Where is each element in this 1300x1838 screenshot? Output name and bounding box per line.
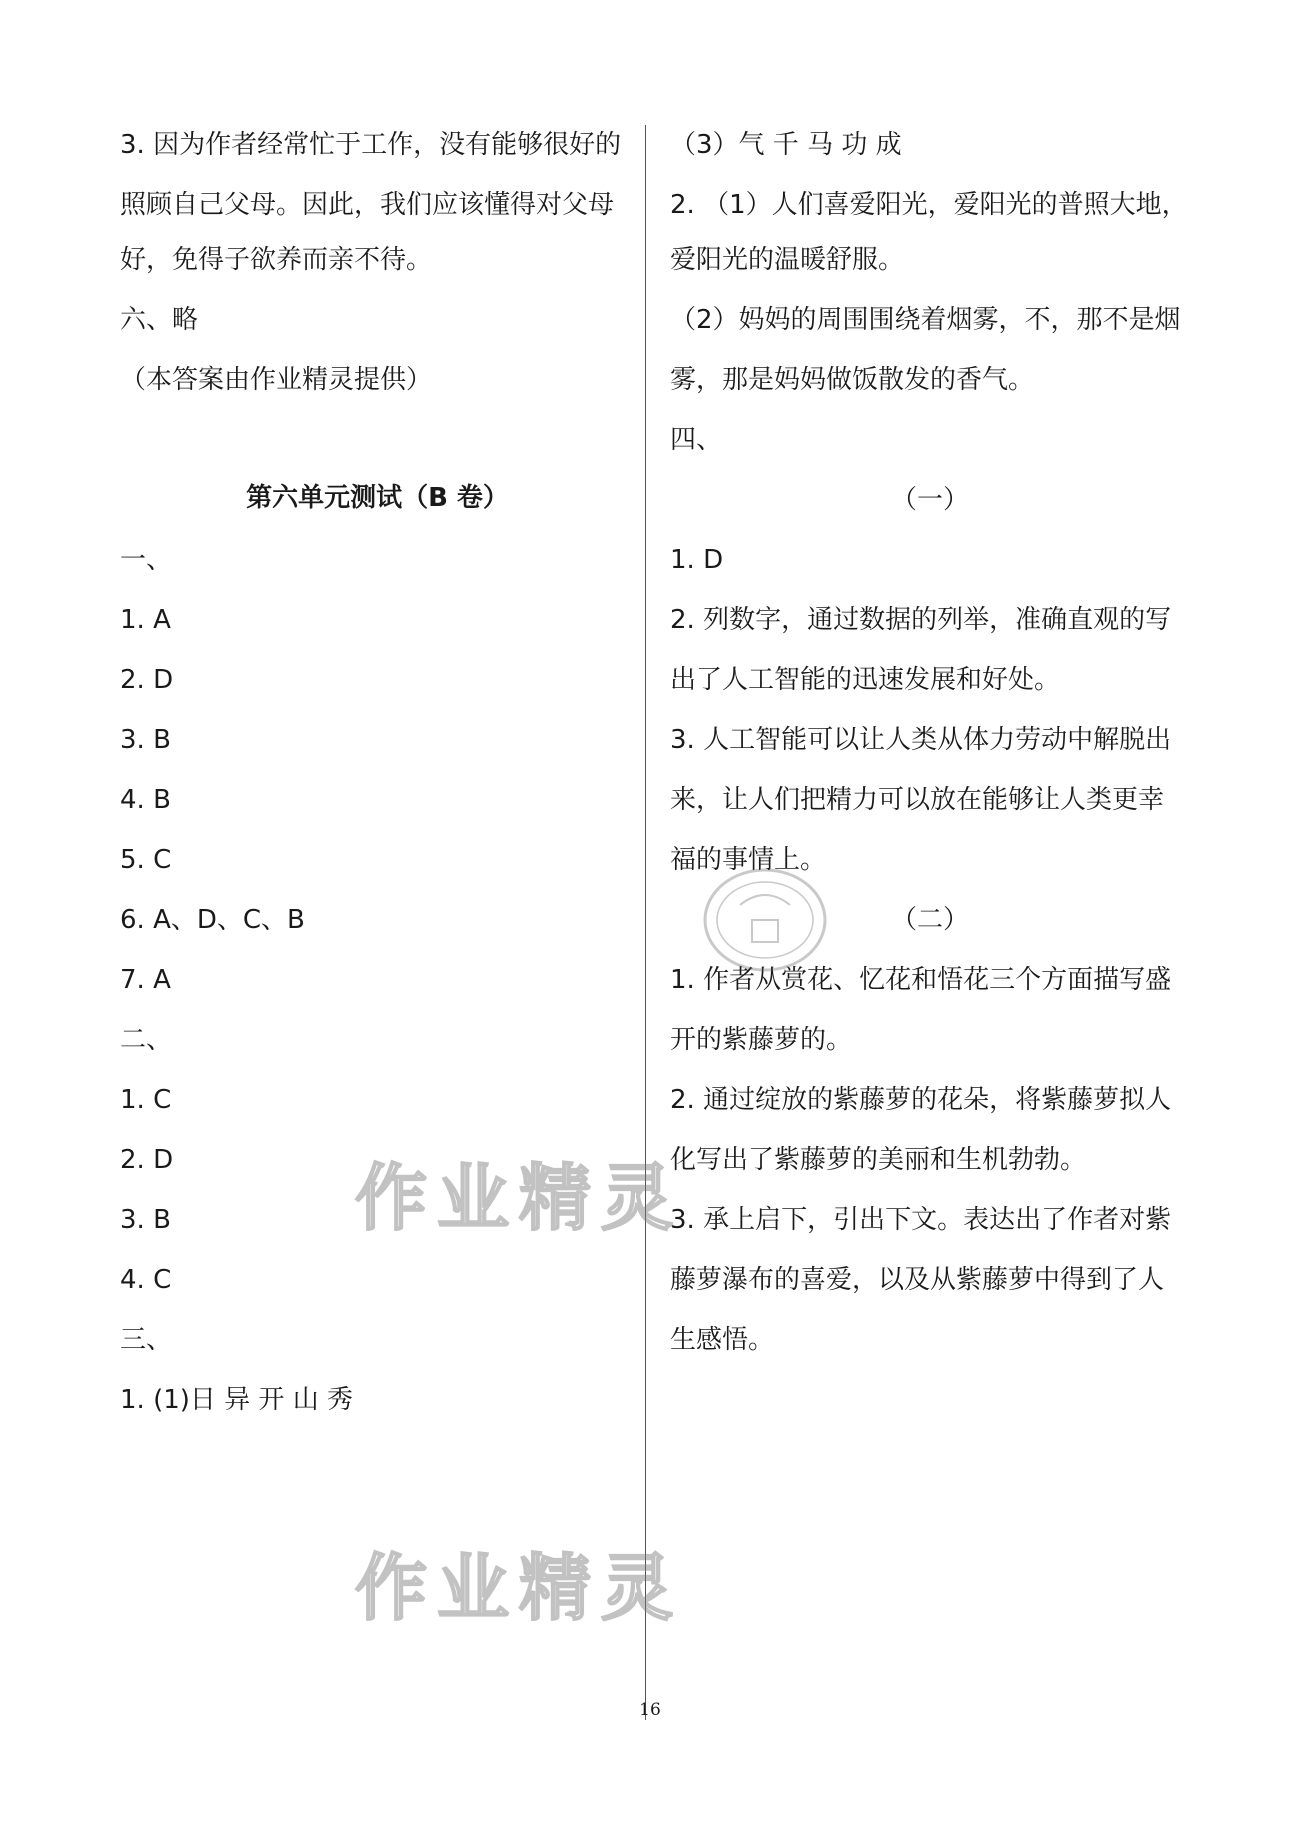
part-heading: 一、 — [120, 545, 173, 575]
answer-item: 1. C — [120, 1085, 172, 1115]
text-line: 藤萝瀑布的喜爱，以及从紫藤萝中得到了人 — [670, 1265, 1165, 1295]
answer-item: 5. C — [120, 845, 172, 875]
watermark: 作业精灵 — [355, 1545, 684, 1630]
column-divider — [645, 125, 646, 1720]
text-line: 3. 承上启下，引出下文。表达出了作者对紫 — [670, 1205, 1172, 1235]
text-line: 福的事情上。 — [670, 845, 827, 875]
text-line: 2. 通过绽放的紫藤萝的花朵，将紫藤萝拟人 — [670, 1085, 1172, 1115]
text-line: 生感悟。 — [670, 1325, 775, 1355]
text-line: 出了人工智能的迅速发展和好处。 — [670, 665, 1061, 695]
text-line: （本答案由作业精灵提供） — [120, 365, 433, 395]
part-heading: 三、 — [120, 1325, 173, 1355]
answer-item: 2. D — [120, 1145, 174, 1175]
text-line: 爱阳光的温暖舒服。 — [670, 245, 905, 275]
section-title: 第六单元测试（B 卷） — [246, 483, 509, 513]
part-heading: 四、 — [670, 425, 723, 455]
text-line: 2. （1）人们喜爱阳光，爱阳光的普照大地， — [670, 190, 1188, 220]
answer-item: 4. B — [120, 785, 171, 815]
page-number: 16 — [639, 1700, 661, 1720]
answer-item: 4. C — [120, 1265, 172, 1295]
part-heading: 二、 — [120, 1025, 173, 1055]
answer-item: 1. (1)日 异 开 山 秀 — [120, 1385, 353, 1415]
answer-item: 7. A — [120, 965, 171, 995]
text-line: 雾，那是妈妈做饭散发的香气。 — [670, 365, 1035, 395]
text-line: （3）气 千 马 功 成 — [670, 130, 902, 160]
answer-item: 2. D — [120, 665, 174, 695]
text-line: 3. 人工智能可以让人类从体力劳动中解脱出 — [670, 725, 1172, 755]
subsection-heading: （二） — [890, 905, 969, 935]
answer-item: 1. A — [120, 605, 171, 635]
text-line: 化写出了紫藤萝的美丽和生机勃勃。 — [670, 1145, 1087, 1175]
text-line: 照顾自己父母。因此，我们应该懂得对父母 — [120, 190, 615, 220]
answer-item: 3. B — [120, 725, 171, 755]
text-line: 1. 作者从赏花、忆花和悟花三个方面描写盛 — [670, 965, 1172, 995]
answer-item: 3. B — [120, 1205, 171, 1235]
text-line: 好，免得子欲养而亲不待。 — [120, 245, 433, 275]
text-line: （2）妈妈的周围围绕着烟雾，不，那不是烟 — [670, 305, 1181, 335]
answer-item: 1. D — [670, 545, 724, 575]
watermark: 作业精灵 — [355, 1155, 684, 1240]
subsection-heading: （一） — [890, 485, 969, 515]
answer-item: 6. A、D、C、B — [120, 905, 305, 935]
text-line: 开的紫藤萝的。 — [670, 1025, 853, 1055]
text-line: 来，让人们把精力可以放在能够让人类更幸 — [670, 785, 1165, 815]
seal-stamp-icon — [700, 865, 830, 975]
text-line: 3. 因为作者经常忙于工作，没有能够很好的 — [120, 130, 622, 160]
text-line: 2. 列数字，通过数据的列举，准确直观的写 — [670, 605, 1172, 635]
text-line: 六、略 — [120, 305, 199, 335]
